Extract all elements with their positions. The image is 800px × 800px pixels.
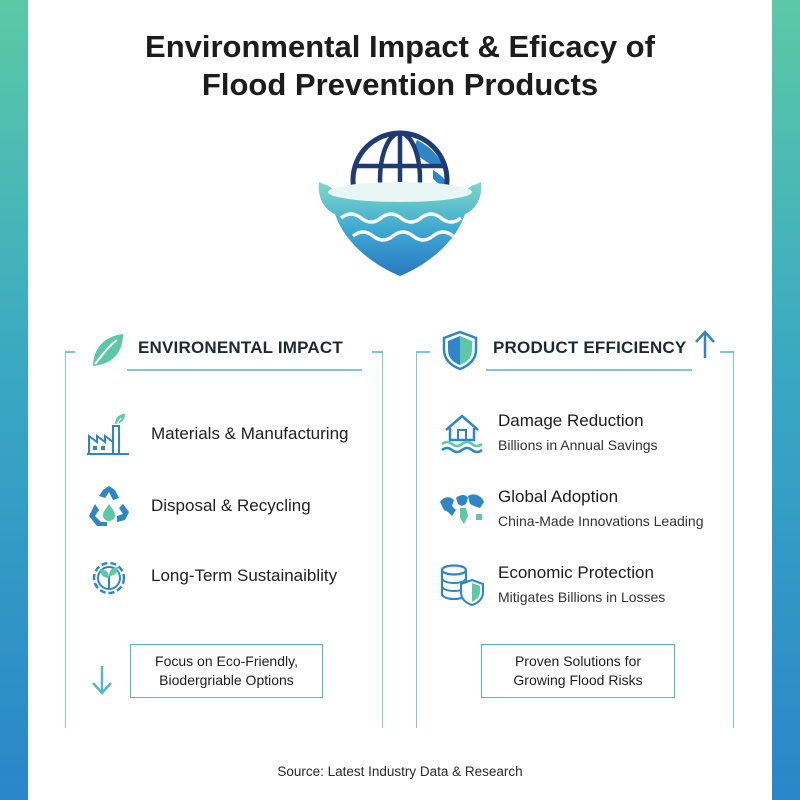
arrow-down-icon xyxy=(91,664,113,696)
item-title: Damage Reduction xyxy=(498,411,644,430)
item-subtitle: Billions in Annual Savings xyxy=(498,437,658,453)
eco-friendly-note xyxy=(130,644,323,698)
right-gradient-band xyxy=(772,0,800,800)
globe-over-water-shield-icon xyxy=(305,118,495,278)
leaf-icon xyxy=(85,328,129,372)
item-subtitle: China-Made Innovations Leading xyxy=(498,513,704,529)
item-title: Economic Protection xyxy=(498,563,654,582)
list-item-economic-protection xyxy=(438,560,665,608)
title-line-1: Environmental Impact & Eficacy of xyxy=(145,29,655,64)
world-map-icon xyxy=(438,484,486,532)
environmental-impact-panel xyxy=(65,340,383,728)
list-item-label: Long-Term Sustainaiblity xyxy=(151,566,338,585)
list-item-global-adoption xyxy=(438,484,703,532)
factory-icon xyxy=(85,410,133,458)
list-item-label: Materials & Manufacturing xyxy=(151,424,349,443)
house-water-icon xyxy=(438,408,486,456)
gear-sprout-icon xyxy=(85,552,133,600)
title-line-2: Flood Prevention Products xyxy=(201,67,599,102)
note-line-1: Focus on Eco-Friendly, xyxy=(155,653,298,669)
efficiency-panel-title: PRODUCT EFFICIENCY xyxy=(493,338,687,357)
arrow-up-icon xyxy=(694,330,716,360)
source-caption: Source: Latest Industry Data & Research xyxy=(277,764,523,779)
recycle-icon xyxy=(85,482,133,530)
list-item-label: Disposal & Recycling xyxy=(151,496,311,515)
list-item-sustainability xyxy=(85,552,337,600)
shield-icon xyxy=(438,328,482,372)
left-gradient-band xyxy=(0,0,28,800)
note-line-2: Growing Flood Risks xyxy=(513,672,643,688)
list-item-materials xyxy=(85,410,348,458)
list-item-disposal xyxy=(85,482,311,530)
page-title xyxy=(60,28,740,104)
list-item-damage-reduction xyxy=(438,408,658,456)
item-subtitle: Mitigates Billions in Losses xyxy=(498,589,666,605)
item-title: Global Adoption xyxy=(498,487,619,506)
note-line-2: Biodergriable Options xyxy=(159,672,294,688)
note-line-1: Proven Solutions for xyxy=(514,653,642,669)
coins-shield-icon xyxy=(438,560,486,608)
environmental-panel-title: ENVIRONENTAL IMPACT xyxy=(138,338,343,357)
product-efficiency-panel xyxy=(416,340,734,728)
proven-solutions-note xyxy=(481,644,675,698)
